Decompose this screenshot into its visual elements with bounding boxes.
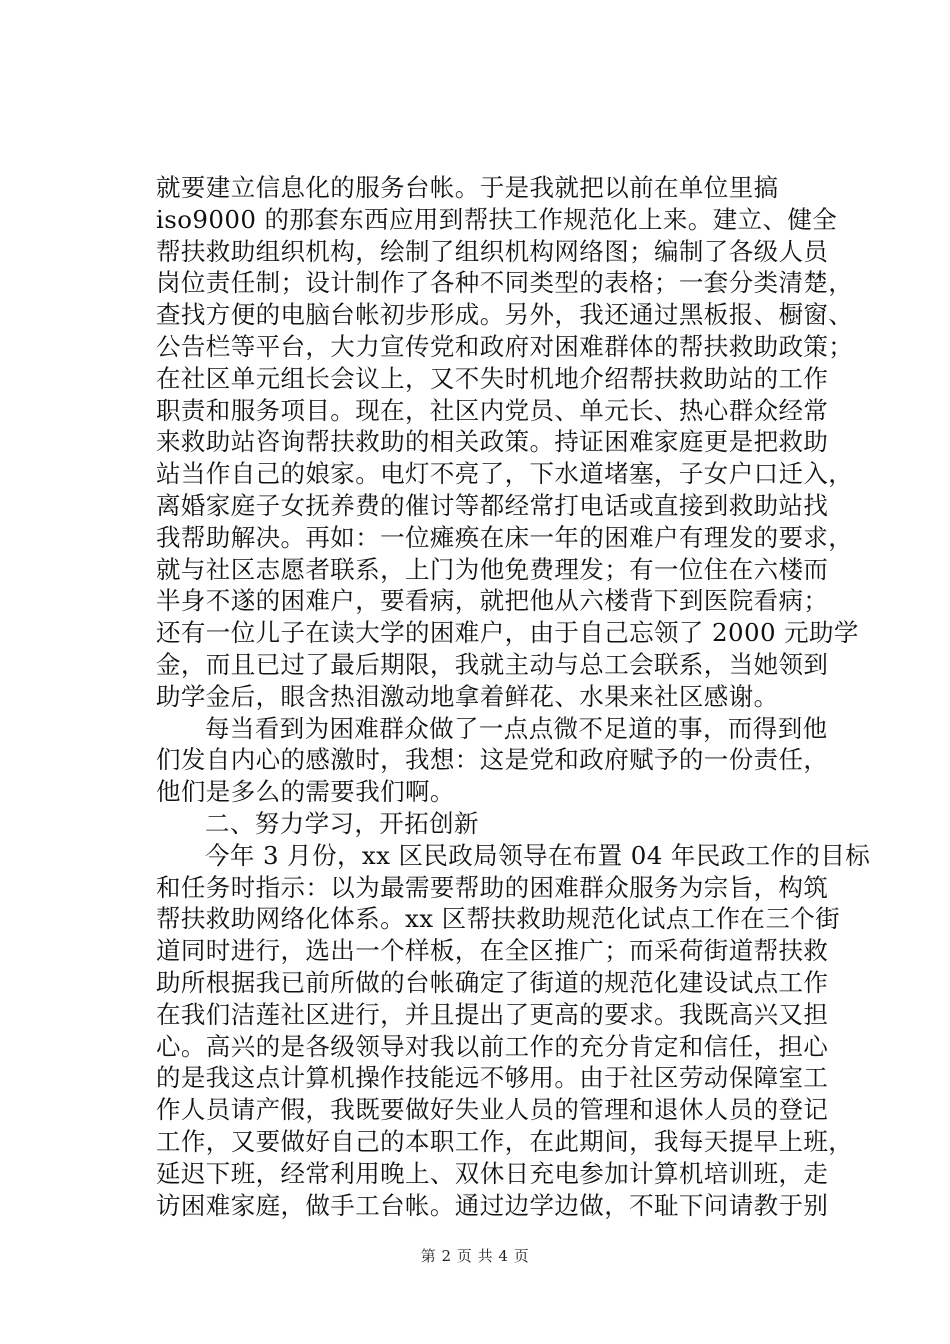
text-line: 作人员请产假，我既要做好失业人员的管理和退休人员的登记 [156,1095,829,1125]
text-line: 站当作自己的娘家。电灯不亮了，下水道堵塞，子女户口迁入， [156,459,854,489]
text-line: 查找方便的电脑台帐初步形成。另外，我还通过黑板报、橱窗、 [156,300,854,330]
text-line: 金，而且已过了最后期限，我就主动与总工会联系，当她领到 [156,649,829,679]
text-line: 和任务时指示：以为最需要帮助的困难群众服务为宗旨，构筑 [156,872,829,902]
document-body [156,172,871,1221]
text-line: 离婚家庭子女抚养费的催讨等都经常打电话或直接到救助站找 [156,490,829,520]
text-line: 延迟下班，经常利用晚上、双休日充电参加计算机培训班，走 [156,1158,829,1188]
text-line: 来救助站咨询帮扶救助的相关政策。持证困难家庭更是把救助 [156,427,829,457]
text-line: 在我们洁莲社区进行，并且提出了更高的要求。我既高兴又担 [156,999,829,1029]
text-line: 就与社区志愿者联系，上门为他免费理发；有一位住在六楼而 [156,554,829,584]
text-line: 助所根据我已前所做的台帐确定了街道的规范化建设试点工作 [156,967,829,997]
text-line: 就要建立信息化的服务台帐。于是我就把以前在单位里搞 [156,173,779,202]
paragraph-start-line: 今年 3 月份，xx 区民政局领导在布置 04 年民政工作的目标 [205,840,871,870]
text-line: 职责和服务项目。现在，社区内党员、单元长、热心群众经常 [156,395,829,425]
text-line: 还有一位儿子在读大学的困难户，由于自己忘领了 2000 元助学 [156,618,859,648]
text-line: 工作，又要做好自己的本职工作，在此期间，我每天提早上班， [156,1126,854,1156]
text-line: 助学金后，眼含热泪激动地拿着鲜花、水果来社区感谢。 [156,681,779,711]
text-line: 半身不遂的困难户，要看病，就把他从六楼背下到医院看病； [156,586,829,616]
text-line: 我帮助解决。再如：一位瘫痪在床一年的困难户有理发的要求， [156,522,854,552]
text-line: 他们是多么的需要我们啊。 [156,777,455,807]
text-line: 岗位责任制；设计制作了各种不同类型的表格；一套分类清楚， [156,268,854,298]
text-line: 心。高兴的是各级领导对我以前工作的充分肯定和信任，担心 [156,1031,829,1061]
page-number: 第 2 页 共 4 页 [420,1247,530,1265]
text-line: 道同时进行，选出一个样板，在全区推广；而采荷街道帮扶救 [156,936,829,966]
text-line: 在社区单元组长会议上，又不失时机地介绍帮扶救助站的工作 [156,363,829,393]
text-line: iso9000 的那套东西应用到帮扶工作规范化上来。建立、健全 [156,204,838,234]
text-line: 访困难家庭，做手工台帐。通过边学边做，不耻下问请教于别 [156,1190,829,1220]
page-footer [0,1245,950,1266]
text-line: 帮扶救助组织机构，绘制了组织机构网络图；编制了各级人员 [156,236,829,266]
text-line: 公告栏等平台，大力宣传党和政府对困难群体的帮扶救助政策； [156,331,854,361]
text-line: 的是我这点计算机操作技能远不够用。由于社区劳动保障室工 [156,1063,829,1093]
paragraph-start-line: 每当看到为困难群众做了一点点微不足道的事，而得到他 [205,713,828,743]
text-line: 们发自内心的感激时，我想：这是党和政府赋予的一份责任， [156,745,829,775]
text-line: 帮扶救助网络化体系。xx 区帮扶救助规范化试点工作在三个街 [156,904,841,934]
section-heading: 二、努力学习，开拓创新 [205,808,479,838]
